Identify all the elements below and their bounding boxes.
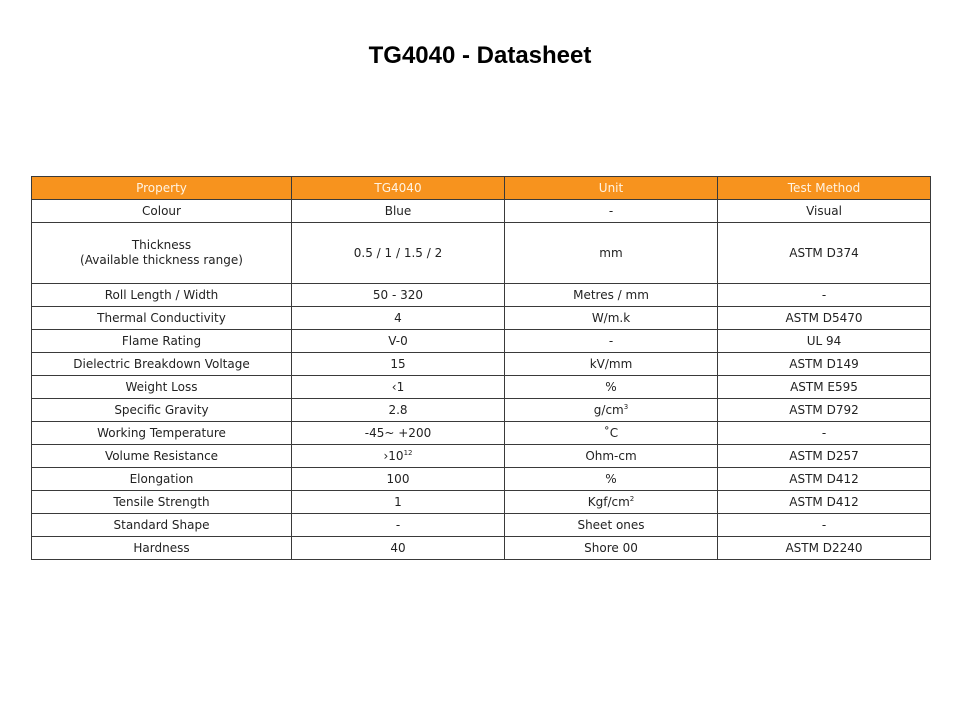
table-row <box>32 399 931 422</box>
method-cell: ASTM D374 <box>718 223 931 284</box>
property-cell: Hardness <box>32 537 292 560</box>
value-cell: 0.5 / 1 / 1.5 / 2 <box>292 223 505 284</box>
table-row <box>32 353 931 376</box>
column-header-unit: Unit <box>505 177 718 200</box>
unit-superscript: 3 <box>623 402 629 411</box>
unit-cell: mm <box>505 223 718 284</box>
method-cell: - <box>718 422 931 445</box>
value-cell: 4 <box>292 307 505 330</box>
method-cell: - <box>718 514 931 537</box>
property-cell: Elongation <box>32 468 292 491</box>
unit-base: Kgf/cm <box>587 494 630 509</box>
property-cell: Tensile Strength <box>32 491 292 514</box>
method-cell: Visual <box>718 200 931 223</box>
table-row <box>32 468 931 491</box>
table-row <box>32 537 931 560</box>
method-cell: ASTM D412 <box>718 468 931 491</box>
method-cell: ASTM D412 <box>718 491 931 514</box>
value-cell: 15 <box>292 353 505 376</box>
table-row <box>32 376 931 399</box>
unit-cell: - <box>505 200 718 223</box>
property-cell: Standard Shape <box>32 514 292 537</box>
value-cell: 50 - 320 <box>292 284 505 307</box>
value-cell: V-0 <box>292 330 505 353</box>
value-cell: - <box>292 514 505 537</box>
unit-superscript: 2 <box>629 494 635 503</box>
column-header-test-method: Test Method <box>718 177 931 200</box>
property-line: Thickness <box>131 238 192 252</box>
table-row <box>32 200 931 223</box>
unit-cell <box>505 491 718 514</box>
value-cell: 100 <box>292 468 505 491</box>
datasheet-table <box>31 176 931 560</box>
method-cell: ASTM E595 <box>718 376 931 399</box>
value-cell: Blue <box>292 200 505 223</box>
table-row <box>32 445 931 468</box>
unit-cell: % <box>505 376 718 399</box>
value-cell: 1 <box>292 491 505 514</box>
method-cell: ASTM D5470 <box>718 307 931 330</box>
value-cell <box>292 445 505 468</box>
method-cell: ASTM D149 <box>718 353 931 376</box>
property-cell: Thermal Conductivity <box>32 307 292 330</box>
method-cell: ASTM D2240 <box>718 537 931 560</box>
property-line: (Available thickness range) <box>80 253 243 267</box>
table-header-row <box>32 177 931 200</box>
unit-cell: W/m.k <box>505 307 718 330</box>
table-row <box>32 330 931 353</box>
property-cell: Flame Rating <box>32 330 292 353</box>
property-cell: Specific Gravity <box>32 399 292 422</box>
value-base: ›10 <box>383 448 404 463</box>
unit-cell: Ohm-cm <box>505 445 718 468</box>
table-row <box>32 284 931 307</box>
property-cell: Dielectric Breakdown Voltage <box>32 353 292 376</box>
value-cell: 40 <box>292 537 505 560</box>
table-row <box>32 514 931 537</box>
unit-cell: kV/mm <box>505 353 718 376</box>
unit-cell: ˚C <box>505 422 718 445</box>
method-cell: ASTM D257 <box>718 445 931 468</box>
property-cell: Volume Resistance <box>32 445 292 468</box>
unit-cell: Metres / mm <box>505 284 718 307</box>
table-row <box>32 422 931 445</box>
page-title: TG4040 - Datasheet <box>368 42 592 69</box>
unit-cell: - <box>505 330 718 353</box>
table-row <box>32 307 931 330</box>
unit-cell: % <box>505 468 718 491</box>
value-cell: -45~ +200 <box>292 422 505 445</box>
column-header-product: TG4040 <box>292 177 505 200</box>
table-row <box>32 223 931 284</box>
value-superscript: 12 <box>403 448 413 457</box>
method-cell: - <box>718 284 931 307</box>
value-cell: 2.8 <box>292 399 505 422</box>
property-cell: Roll Length / Width <box>32 284 292 307</box>
value-cell: ‹1 <box>292 376 505 399</box>
column-header-property: Property <box>32 177 292 200</box>
unit-cell <box>505 399 718 422</box>
property-cell: Colour <box>32 200 292 223</box>
property-cell: Weight Loss <box>32 376 292 399</box>
method-cell: UL 94 <box>718 330 931 353</box>
method-cell: ASTM D792 <box>718 399 931 422</box>
unit-cell: Sheet ones <box>505 514 718 537</box>
unit-base: g/cm <box>593 402 624 417</box>
unit-cell: Shore 00 <box>505 537 718 560</box>
property-cell: Working Temperature <box>32 422 292 445</box>
table-row <box>32 491 931 514</box>
property-cell <box>32 223 292 284</box>
